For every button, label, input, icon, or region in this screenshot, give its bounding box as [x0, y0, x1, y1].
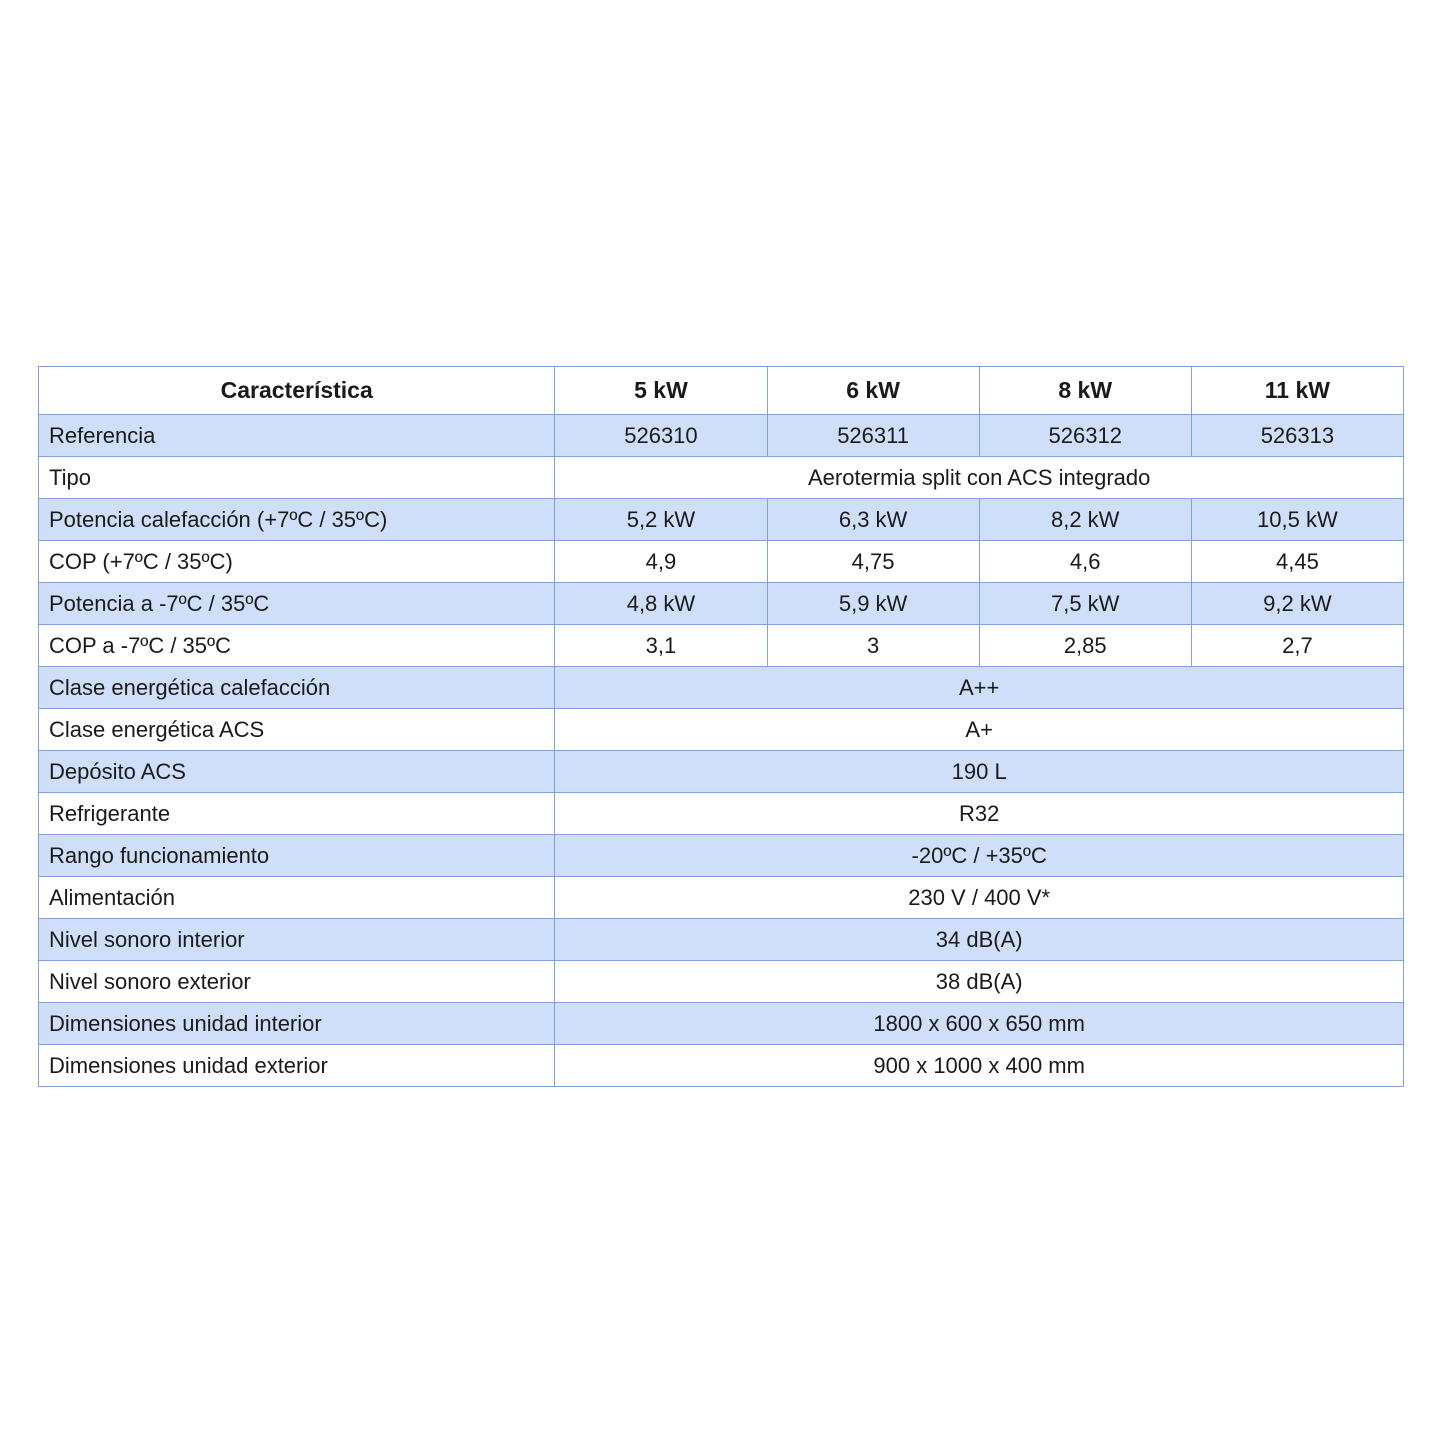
feature-label: Dimensiones unidad interior	[39, 1003, 555, 1045]
feature-value: 10,5 kW	[1191, 499, 1403, 541]
feature-label: Nivel sonoro interior	[39, 919, 555, 961]
feature-value: 6,3 kW	[767, 499, 979, 541]
table-header-row	[39, 367, 1404, 415]
feature-value-all: 38 dB(A)	[555, 961, 1404, 1003]
feature-label: Alimentación	[39, 877, 555, 919]
feature-label: Tipo	[39, 457, 555, 499]
feature-value: 526313	[1191, 415, 1403, 457]
feature-value-all: R32	[555, 793, 1404, 835]
column-header-11kw: 11 kW	[1191, 367, 1403, 415]
feature-label: Nivel sonoro exterior	[39, 961, 555, 1003]
feature-label: Depósito ACS	[39, 751, 555, 793]
feature-value: 526311	[767, 415, 979, 457]
column-header-6kw: 6 kW	[767, 367, 979, 415]
table-row	[39, 1003, 1404, 1045]
feature-value-all: 34 dB(A)	[555, 919, 1404, 961]
feature-value: 9,2 kW	[1191, 583, 1403, 625]
feature-label: Referencia	[39, 415, 555, 457]
table-row	[39, 583, 1404, 625]
spec-table-container	[38, 366, 1404, 1087]
feature-value: 5,2 kW	[555, 499, 767, 541]
table-row	[39, 793, 1404, 835]
table-row	[39, 961, 1404, 1003]
feature-value: 4,9	[555, 541, 767, 583]
table-row	[39, 457, 1404, 499]
feature-label: Clase energética calefacción	[39, 667, 555, 709]
table-head	[39, 367, 1404, 415]
table-row	[39, 919, 1404, 961]
feature-value-all: A+	[555, 709, 1404, 751]
column-header-5kw: 5 kW	[555, 367, 767, 415]
feature-value: 4,8 kW	[555, 583, 767, 625]
feature-value-all: Aerotermia split con ACS integrado	[555, 457, 1404, 499]
feature-label: COP (+7ºC / 35ºC)	[39, 541, 555, 583]
column-header-8kw: 8 kW	[979, 367, 1191, 415]
table-row	[39, 415, 1404, 457]
feature-value: 5,9 kW	[767, 583, 979, 625]
table-row	[39, 667, 1404, 709]
product-specifications-table	[38, 366, 1404, 1087]
column-header-feature: Característica	[39, 367, 555, 415]
table-row	[39, 709, 1404, 751]
table-row	[39, 1045, 1404, 1087]
feature-label: COP a -7ºC / 35ºC	[39, 625, 555, 667]
table-row	[39, 751, 1404, 793]
feature-value: 526310	[555, 415, 767, 457]
feature-label: Dimensiones unidad exterior	[39, 1045, 555, 1087]
feature-value: 2,85	[979, 625, 1191, 667]
feature-value: 4,6	[979, 541, 1191, 583]
feature-value: 7,5 kW	[979, 583, 1191, 625]
feature-value: 4,75	[767, 541, 979, 583]
table-row	[39, 541, 1404, 583]
feature-value-all: -20ºC / +35ºC	[555, 835, 1404, 877]
table-body	[39, 415, 1404, 1087]
feature-value: 4,45	[1191, 541, 1403, 583]
feature-value-all: 190 L	[555, 751, 1404, 793]
feature-value: 8,2 kW	[979, 499, 1191, 541]
table-row	[39, 877, 1404, 919]
feature-label: Refrigerante	[39, 793, 555, 835]
feature-value: 3	[767, 625, 979, 667]
feature-value: 526312	[979, 415, 1191, 457]
feature-label: Potencia a -7ºC / 35ºC	[39, 583, 555, 625]
feature-value: 2,7	[1191, 625, 1403, 667]
feature-value-all: A++	[555, 667, 1404, 709]
feature-label: Potencia calefacción (+7ºC / 35ºC)	[39, 499, 555, 541]
feature-label: Rango funcionamiento	[39, 835, 555, 877]
feature-value-all: 1800 x 600 x 650 mm	[555, 1003, 1404, 1045]
table-row	[39, 625, 1404, 667]
table-row	[39, 835, 1404, 877]
feature-value-all: 900 x 1000 x 400 mm	[555, 1045, 1404, 1087]
feature-label: Clase energética ACS	[39, 709, 555, 751]
feature-value: 3,1	[555, 625, 767, 667]
feature-value-all: 230 V / 400 V*	[555, 877, 1404, 919]
table-row	[39, 499, 1404, 541]
